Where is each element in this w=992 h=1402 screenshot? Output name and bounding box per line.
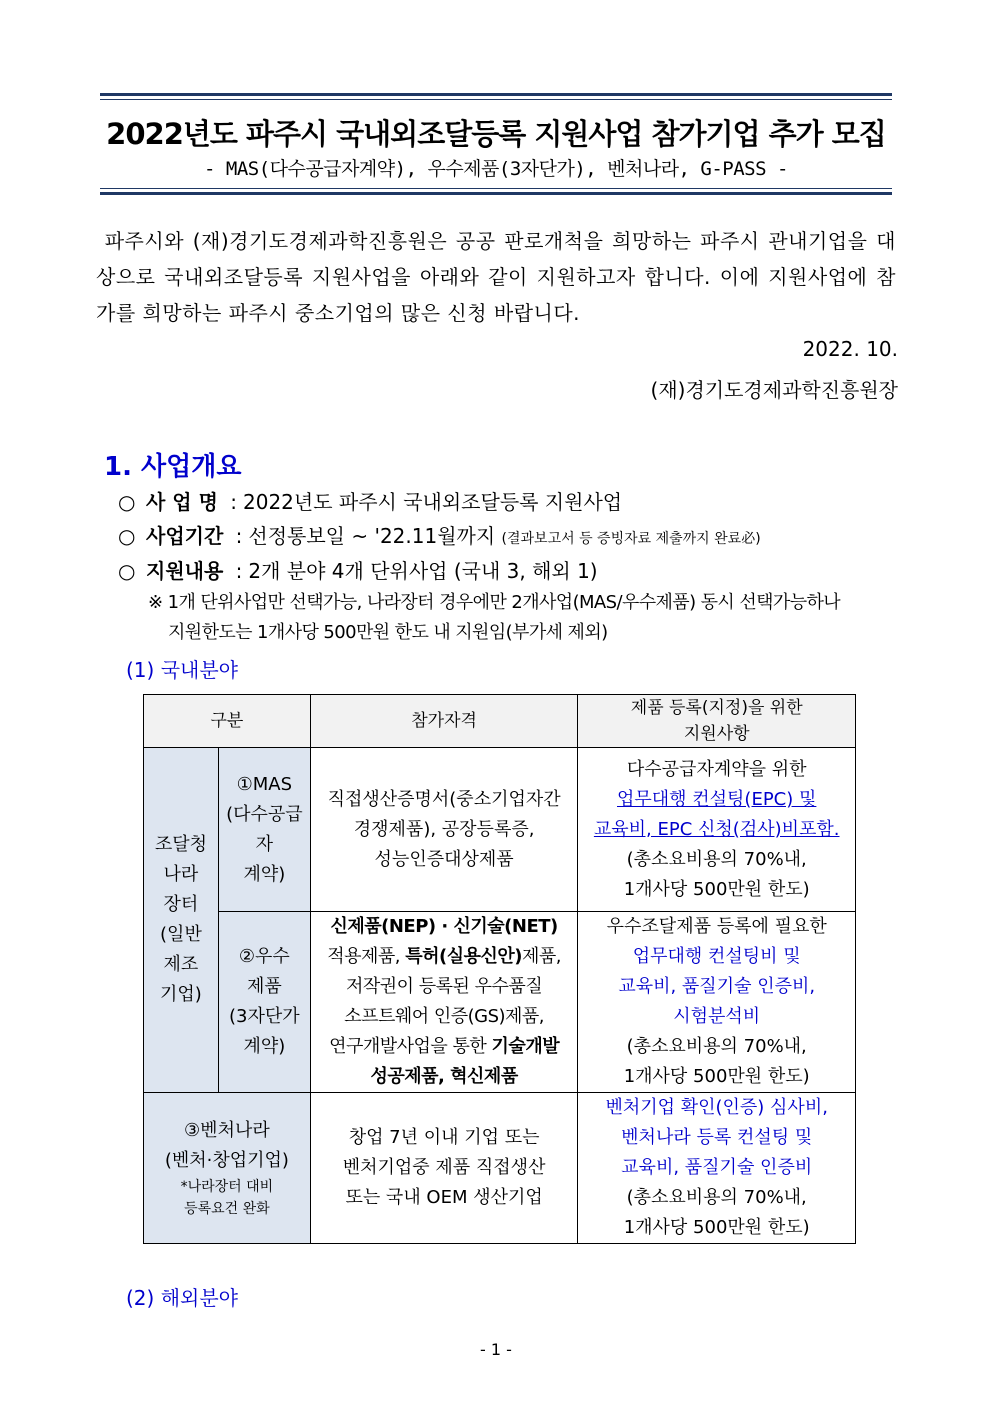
excellent-support: 우수조달제품 등록에 필요한 업무대행 컨설팅비 및 교육비, 품질기술 인증비, 시험분석비 (총소요비용의 70%내, 1개사당 500만원 한도) — [578, 912, 856, 1093]
section-heading-overview: 1. 사업개요 — [104, 452, 242, 482]
header-category: 구분 — [144, 695, 311, 748]
program-excellent-product: ②우수 제품 (3자단가 계약) — [218, 912, 310, 1093]
title-bottom-rule — [100, 188, 892, 198]
overview-item-content: ○ 지원내용 : 2개 분야 4개 단위사업 (국내 3, 해외 1) — [118, 559, 598, 583]
header-eligibility: 참가자격 — [310, 695, 578, 748]
mas-support: 다수공급자계약을 위한 업무대행 컨설팅(EPC) 및 교육비, EPC 신청(검사)비포함. (총소요비용의 70%내, 1개사당 500만원 한도) — [578, 748, 856, 912]
venture-support: 벤처기업 확인(인증) 심사비, 벤처나라 등록 컨설팅 및 교육비, 품질기술 인증비 (총소요비용의 70%내, 1개사당 500만원 한도) — [578, 1093, 856, 1244]
header-support: 제품 등록(지정)을 위한 지원사항 — [578, 695, 856, 748]
domestic-support-table — [143, 694, 856, 1244]
notice-date: 2022. 10. — [802, 337, 898, 361]
group-narajangteo: 조달청 나라 장터 (일반 제조 기업) — [144, 748, 219, 1093]
overview-note: ※ 1개 단위사업만 선택가능, 나라장터 경우에만 2개사업(MAS/우수제품) 동시 선택가능하나 지원한도는 1개사당 500만원 한도 내 지원임(부가세 제외) — [148, 592, 841, 643]
intro-paragraph: 파주시와 (재)경기도경제과학진흥원은 공공 판로개척을 희망하는 파주시 관내기업을 대상으로 국내외조달등록 지원사업을 아래와 같이 지원하고자 합니다. 이에 지원사업에 참가를 희망하는 파주시 중소기업의 많은 신청 바랍니다. — [96, 229, 896, 325]
title-top-rule — [100, 93, 892, 103]
page-title: 2022년도 파주시 국내외조달등록 지원사업 참가기업 추가 모집 — [106, 117, 886, 151]
overview-item-name: ○ 사 업 명 : 2022년도 파주시 국내외조달등록 지원사업 — [118, 490, 623, 514]
subsection-overseas: (2) 해외분야 — [126, 1286, 238, 1310]
notice-organization: (재)경기도경제과학진흥원장 — [650, 378, 898, 402]
venture-eligibility: 창업 7년 이내 기업 또는 벤처기업중 제품 직접생산 또는 국내 OEM 생산기업 — [310, 1093, 578, 1244]
page-number: - 1 - — [480, 1340, 512, 1359]
subsection-domestic: (1) 국내분야 — [126, 658, 238, 682]
overview-item-period: ○ 사업기간 : 선정통보일 ~ '22.11월까지 (결과보고서 등 증빙자료 제출까지 완료必) — [118, 524, 761, 548]
program-mas: ①MAS (다수공급 자 계약) — [218, 748, 310, 912]
program-venture: ③벤처나라 (벤처·창업기업) *나라장터 대비 등록요건 완화 — [144, 1093, 311, 1244]
page-subtitle: - MAS(다수공급자계약), 우수제품(3자단가), 벤처나라, G-PASS - — [204, 158, 788, 180]
excellent-eligibility: 신제품(NEP) · 신기술(NET) 적용제품, 특허(실용신안)제품, 저작권이 등록된 우수품질 소프트웨어 인증(GS)제품, 연구개발사업을 통한 기술개발 성공제품, 혁신제품 — [310, 912, 578, 1093]
mas-eligibility: 직접생산증명서(중소기업자간 경쟁제품), 공장등록증, 성능인증대상제품 — [310, 748, 578, 912]
